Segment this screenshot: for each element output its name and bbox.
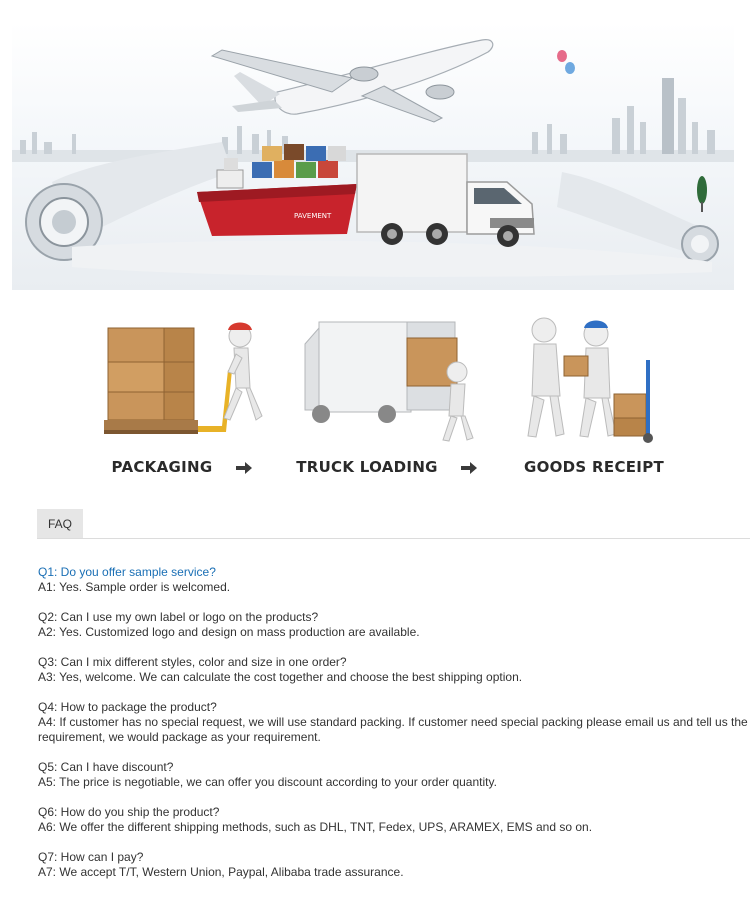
faq-item <box>38 700 750 745</box>
receiver-figure-icon <box>528 318 564 437</box>
pallet-boxes-icon <box>104 328 198 434</box>
faq-item <box>38 610 750 640</box>
airplane-icon <box>212 40 493 122</box>
paper-floor <box>72 241 712 277</box>
faq-answer: A4: If customer has no special request, we will use standard packing. If customer need special packing please email us and tell us the requirement, we would package as your requirement. <box>38 715 748 744</box>
faq-question: Q6: How do you ship the product? <box>38 805 220 819</box>
balloons-icon <box>557 50 575 74</box>
step-label-packaging: PACKAGING <box>111 458 213 476</box>
hand-truck-icon <box>614 360 653 443</box>
faq-answer: A2: Yes. Customized logo and design on mass production are available. <box>38 625 420 639</box>
faq-question: Q7: How can I pay? <box>38 850 144 864</box>
faq-question: Q3: Can I mix different styles, color and size in one order? <box>38 655 347 669</box>
faq-item <box>38 760 750 790</box>
logistics-illustration <box>12 22 734 290</box>
step-label-truck-loading: TRUCK LOADING <box>296 458 438 476</box>
faq-item <box>38 805 750 835</box>
pallet-jack-icon <box>198 370 232 432</box>
faq-tab[interactable]: FAQ <box>37 509 83 538</box>
arrow-right-icon <box>461 462 477 474</box>
faq-divider <box>37 538 750 539</box>
box-icon <box>564 356 588 376</box>
faq-question: Q1: Do you offer sample service? <box>38 565 216 579</box>
ship-name: PAVEMENT <box>294 212 332 220</box>
packaging-illustration <box>52 300 272 450</box>
arrow-right-icon <box>236 462 252 474</box>
courier-figure-icon <box>580 321 616 438</box>
faq-answer: A3: Yes, welcome. We can calculate the cost together and choose the best shipping option. <box>38 670 523 684</box>
faq-answer: A1: Yes. Sample order is welcomed. <box>38 580 231 594</box>
goods-receipt-illustration <box>484 300 704 450</box>
faq-item <box>38 565 750 595</box>
faq-answer: A7: We accept T/T, Western Union, Paypal, Alibaba trade assurance. <box>38 865 404 879</box>
faq-list <box>38 565 750 895</box>
logistics-steps <box>0 300 750 490</box>
step-goods-receipt <box>484 300 704 490</box>
faq-item <box>38 655 750 685</box>
faq-answer: A6: We offer the different shipping methods, such as DHL, TNT, Fedex, UPS, ARAMEX, EMS and so on. <box>38 820 593 834</box>
truck-icon <box>357 154 534 247</box>
faq-question: Q4: How to package the product? <box>38 700 217 714</box>
faq-question: Q5: Can I have discount? <box>38 760 174 774</box>
step-truck-loading <box>257 300 477 490</box>
paper-roll-right-icon <box>557 172 718 262</box>
tree-icon <box>697 176 707 212</box>
truck-loading-illustration <box>257 300 477 450</box>
faq-answer: A5: The price is negotiable, we can offer you discount according to your order quantity. <box>38 775 497 789</box>
faq-question: Q2: Can I use my own label or logo on the products? <box>38 610 319 624</box>
faq-item <box>38 850 750 880</box>
hero-banner <box>12 22 734 290</box>
step-label-goods-receipt: GOODS RECEIPT <box>523 458 665 476</box>
